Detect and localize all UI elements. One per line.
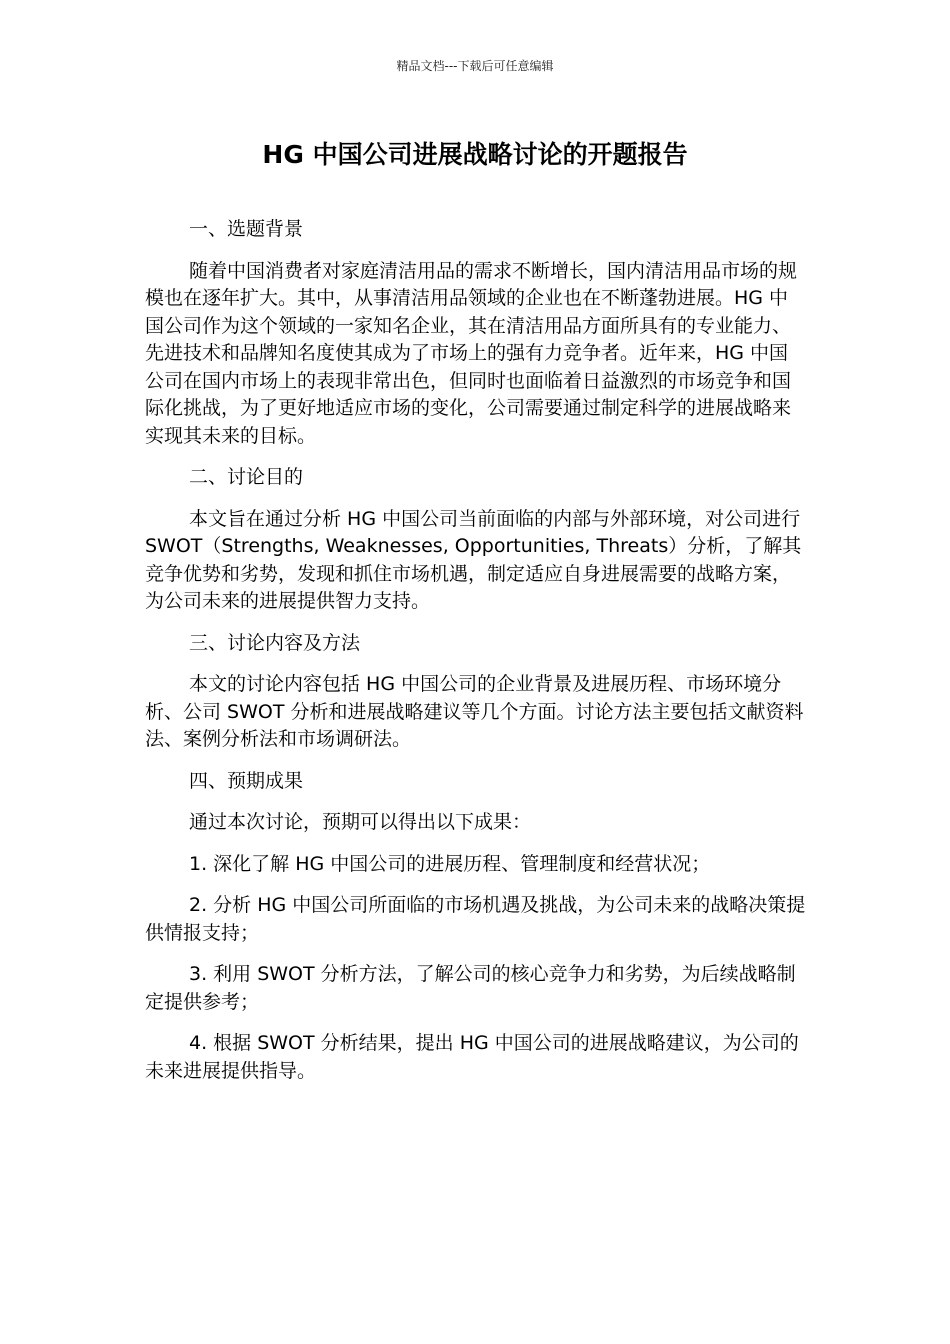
result-item-2: 2. 分析 HG 中国公司所面临的市场机遇及挑战，为公司未来的战略决策提供情报支持； (145, 894, 806, 944)
paragraph-results-intro: 通过本次讨论，预期可以得出以下成果： (189, 811, 532, 833)
result-item-4: 4. 根据 SWOT 分析结果，提出 HG 中国公司的进展战略建议，为公司的未来进展提供指导。 (145, 1032, 799, 1082)
section-heading-background: 一、选题背景 (189, 218, 304, 240)
header-note: 精品文档---下载后可任意编辑 (396, 59, 554, 73)
result-item-3: 3. 利用 SWOT 分析方法，了解公司的核心竞争力和劣势，为后续战略制定提供参考； (145, 963, 796, 1013)
paragraph-background: 随着中国消费者对家庭清洁用品的需求不断增长，国内清洁用品市场的规模也在逐年扩大。其中，从事清洁用品领域的企业也在不断蓬勃进展。HG 中国公司作为这个领域的一家知名企业，其在清洁用品方面所具有的专业能力、先进技术和品牌知名度使其成为了市场上的强有力竞争者。近年来，HG 中国公司在国内市场上的表现非常出色，但同时也面临着日益激烈的市场竞争和国际化挑战，为了更好地适应市场的变化，公司需要通过制定科学的进展战略来实现其未来的目标。 (145, 259, 798, 447)
document-body (145, 216, 807, 1099)
paragraph-purpose: 本文旨在通过分析 HG 中国公司当前面临的内部与外部环境，对公司进行 SWOT（Strengths, Weaknesses, Opportunities, Threats）分析，了解其竞争优势和劣势，发现和抓住市场机遇，制定适应自身进展需要的战略方案，为公司未来的进展提供智力支持。 (145, 507, 802, 612)
result-item-1: 1. 深化了解 HG 中国公司的进展历程、管理制度和经营状况； (189, 852, 711, 875)
section-heading-expected-results: 四、预期成果 (189, 769, 304, 792)
section-heading-content-method: 三、讨论内容及方法 (189, 631, 361, 654)
document-title: HG 中国公司进展战略讨论的开题报告 (262, 140, 688, 169)
section-heading-purpose: 二、讨论目的 (189, 466, 304, 488)
paragraph-content-method: 本文的讨论内容包括 HG 中国公司的企业背景及进展历程、市场环境分析、公司 SWOT 分析和进展战略建议等几个方面。讨论方法主要包括文献资料法、案例分析法和市场调研法。 (145, 673, 804, 750)
